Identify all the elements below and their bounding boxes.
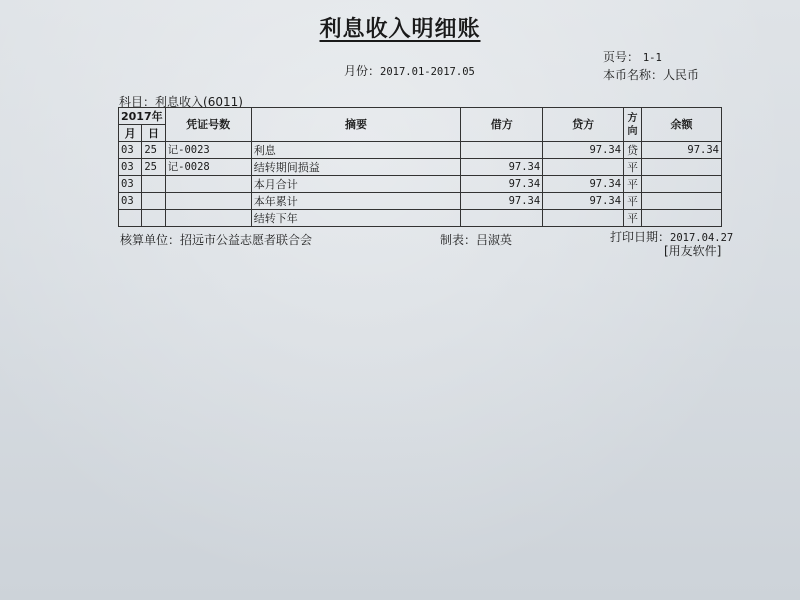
cell-summary: 利息 [251, 142, 461, 159]
cell-day: 25 [142, 142, 165, 159]
prepared-by [440, 231, 512, 248]
cell-debit [461, 142, 543, 159]
cell-day [142, 176, 165, 193]
table-row [119, 176, 722, 193]
cell-voucher [165, 210, 251, 227]
cell-day: 25 [142, 159, 165, 176]
cell-direction: 平 [624, 159, 642, 176]
subject-label: 科目： [119, 95, 156, 109]
unit-label: 核算单位： [120, 233, 181, 247]
software-name: [用友软件] [664, 244, 722, 258]
month-value: 2017.01-2017.05 [380, 66, 475, 78]
table-row [119, 142, 722, 159]
cell-balance [642, 176, 722, 193]
print-value: 2017.04.27 [670, 232, 734, 244]
table-row [119, 193, 722, 210]
print-label: 打印日期： [610, 230, 671, 244]
cell-summary: 本年累计 [251, 193, 461, 210]
cell-voucher: 记-0028 [165, 159, 251, 176]
cell-voucher [165, 193, 251, 210]
header-summary: 摘要 [251, 108, 461, 142]
cell-debit: 97.34 [461, 193, 543, 210]
maker-value: 吕淑英 [476, 233, 513, 247]
header-voucher: 凭证号数 [165, 108, 251, 142]
cell-voucher: 记-0023 [165, 142, 251, 159]
cell-month: 03 [119, 193, 142, 210]
cell-credit: 97.34 [543, 142, 624, 159]
cell-month: 03 [119, 159, 142, 176]
header-direction: 方向 [624, 108, 642, 142]
cell-balance: 97.34 [642, 142, 722, 159]
currency-value: 人民币 [663, 68, 700, 82]
cell-summary: 结转下年 [251, 210, 461, 227]
cell-direction: 平 [624, 176, 642, 193]
cell-direction: 平 [624, 210, 642, 227]
cell-balance [642, 210, 722, 227]
cell-balance [642, 193, 722, 210]
header-balance: 余额 [642, 108, 722, 142]
accounting-unit [120, 231, 312, 248]
cell-month [119, 210, 142, 227]
header-credit: 贷方 [543, 108, 624, 142]
title-text: 利息收入明细账 [319, 17, 481, 42]
cell-direction: 平 [624, 193, 642, 210]
month-label: 月份： [344, 64, 381, 78]
cell-debit: 97.34 [461, 176, 543, 193]
cell-day [142, 193, 165, 210]
header-month: 月 [119, 125, 142, 142]
header-debit: 借方 [461, 108, 543, 142]
cell-voucher [165, 176, 251, 193]
page-label: 页号： [603, 50, 640, 64]
cell-credit [543, 210, 624, 227]
cell-month: 03 [119, 142, 142, 159]
page-title [0, 12, 800, 43]
header-day: 日 [142, 125, 165, 142]
cell-month: 03 [119, 176, 142, 193]
ledger-table [118, 107, 722, 227]
cell-summary: 结转期间损益 [251, 159, 461, 176]
subject-value: 利息收入(6011) [155, 95, 243, 109]
cell-day [142, 210, 165, 227]
cell-direction: 贷 [624, 142, 642, 159]
unit-value: 招远市公益志愿者联合会 [180, 233, 313, 247]
page-number [603, 48, 662, 65]
currency-label: 本币名称： [603, 68, 664, 82]
cell-credit: 97.34 [543, 193, 624, 210]
header-year: 2017年 [119, 108, 166, 125]
cell-debit: 97.34 [461, 159, 543, 176]
header-row-1 [119, 108, 722, 125]
cell-debit [461, 210, 543, 227]
currency [603, 66, 699, 83]
cell-balance [642, 159, 722, 176]
maker-label: 制表： [440, 233, 477, 247]
month-range [344, 62, 475, 79]
table-row [119, 210, 722, 227]
page-value: 1-1 [642, 52, 662, 64]
cell-credit: 97.34 [543, 176, 624, 193]
cell-credit [543, 159, 624, 176]
cell-summary: 本月合计 [251, 176, 461, 193]
table-row [119, 159, 722, 176]
